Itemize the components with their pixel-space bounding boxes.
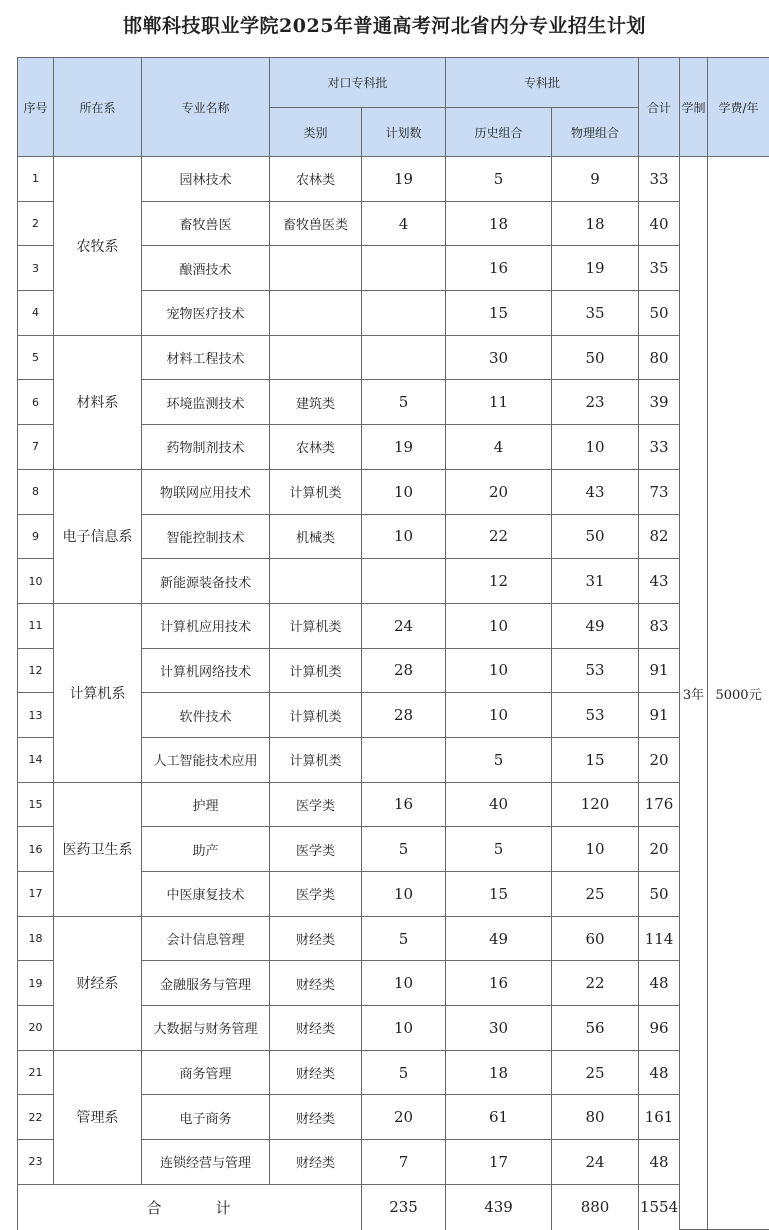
row-index: 20 — [18, 1006, 54, 1051]
major-name: 电子商务 — [142, 1095, 270, 1140]
header-index: 序号 — [18, 58, 54, 157]
total-cell: 48 — [639, 1140, 680, 1185]
major-name: 药物制剂技术 — [142, 425, 270, 470]
department-cell: 农牧系 — [54, 157, 142, 336]
history-cell: 5 — [446, 737, 552, 782]
major-name: 金融服务与管理 — [142, 961, 270, 1006]
plan-count-cell: 16 — [362, 782, 446, 827]
physics-cell: 10 — [552, 425, 639, 470]
row-index: 8 — [18, 469, 54, 514]
major-name: 助产 — [142, 827, 270, 872]
major-name: 会计信息管理 — [142, 916, 270, 961]
total-cell: 35 — [639, 246, 680, 291]
physics-cell: 25 — [552, 1050, 639, 1095]
major-name: 连锁经营与管理 — [142, 1140, 270, 1185]
history-cell: 5 — [446, 157, 552, 202]
history-cell: 17 — [446, 1140, 552, 1185]
physics-cell: 50 — [552, 335, 639, 380]
summary-physics: 880 — [552, 1184, 639, 1230]
physics-cell: 25 — [552, 872, 639, 917]
plan-count-cell: 10 — [362, 961, 446, 1006]
category-cell: 医学类 — [270, 782, 362, 827]
row-index: 11 — [18, 603, 54, 648]
category-cell — [270, 335, 362, 380]
category-cell: 建筑类 — [270, 380, 362, 425]
physics-cell: 43 — [552, 469, 639, 514]
history-cell: 12 — [446, 559, 552, 604]
physics-cell: 18 — [552, 201, 639, 246]
department-cell: 电子信息系 — [54, 469, 142, 603]
history-cell: 30 — [446, 335, 552, 380]
table-row — [18, 1050, 769, 1095]
total-cell: 50 — [639, 291, 680, 336]
row-index: 21 — [18, 1050, 54, 1095]
row-index: 15 — [18, 782, 54, 827]
summary-history: 439 — [446, 1184, 552, 1230]
plan-count-cell — [362, 559, 446, 604]
history-cell: 61 — [446, 1095, 552, 1140]
physics-cell: 9 — [552, 157, 639, 202]
category-cell: 财经类 — [270, 961, 362, 1006]
row-index: 12 — [18, 648, 54, 693]
row-index: 18 — [18, 916, 54, 961]
history-cell: 10 — [446, 693, 552, 738]
table-body — [18, 157, 769, 1230]
category-cell: 农林类 — [270, 425, 362, 470]
total-cell: 73 — [639, 469, 680, 514]
category-cell: 计算机类 — [270, 648, 362, 693]
total-cell: 80 — [639, 335, 680, 380]
row-index: 4 — [18, 291, 54, 336]
category-cell: 医学类 — [270, 827, 362, 872]
department-cell: 财经系 — [54, 916, 142, 1050]
total-cell: 39 — [639, 380, 680, 425]
table-row — [18, 157, 769, 202]
physics-cell: 23 — [552, 380, 639, 425]
row-index: 5 — [18, 335, 54, 380]
history-cell: 18 — [446, 201, 552, 246]
history-cell: 11 — [446, 380, 552, 425]
row-index: 16 — [18, 827, 54, 872]
physics-cell: 24 — [552, 1140, 639, 1185]
total-cell: 20 — [639, 827, 680, 872]
plan-count-cell: 10 — [362, 469, 446, 514]
plan-count-cell: 10 — [362, 514, 446, 559]
header-group-specialty: 专科批 — [446, 58, 639, 108]
plan-count-cell: 5 — [362, 916, 446, 961]
header-plan-count: 计划数 — [362, 108, 446, 157]
physics-cell: 50 — [552, 514, 639, 559]
category-cell: 农林类 — [270, 157, 362, 202]
row-index: 23 — [18, 1140, 54, 1185]
major-name: 软件技术 — [142, 693, 270, 738]
header-total: 合计 — [639, 58, 680, 157]
row-index: 9 — [18, 514, 54, 559]
major-name: 计算机网络技术 — [142, 648, 270, 693]
major-name: 酿酒技术 — [142, 246, 270, 291]
category-cell: 财经类 — [270, 1140, 362, 1185]
total-cell: 161 — [639, 1095, 680, 1140]
table-row — [18, 782, 769, 827]
table-row — [18, 916, 769, 961]
history-cell: 5 — [446, 827, 552, 872]
summary-label — [18, 1184, 362, 1230]
row-index: 19 — [18, 961, 54, 1006]
plan-count-cell: 10 — [362, 1006, 446, 1051]
history-cell: 30 — [446, 1006, 552, 1051]
physics-cell: 31 — [552, 559, 639, 604]
total-cell: 96 — [639, 1006, 680, 1051]
major-name: 大数据与财务管理 — [142, 1006, 270, 1051]
major-name: 护理 — [142, 782, 270, 827]
plan-count-cell: 4 — [362, 201, 446, 246]
major-name: 人工智能技术应用 — [142, 737, 270, 782]
plan-count-cell: 20 — [362, 1095, 446, 1140]
table-row — [18, 335, 769, 380]
major-name: 商务管理 — [142, 1050, 270, 1095]
total-cell: 33 — [639, 157, 680, 202]
row-index: 10 — [18, 559, 54, 604]
total-cell: 83 — [639, 603, 680, 648]
physics-cell: 15 — [552, 737, 639, 782]
enrollment-table — [17, 57, 769, 1230]
category-cell — [270, 291, 362, 336]
summary-row — [18, 1184, 769, 1230]
summary-label-a: 合 — [146, 1199, 163, 1217]
total-cell: 40 — [639, 201, 680, 246]
physics-cell: 10 — [552, 827, 639, 872]
total-cell: 91 — [639, 648, 680, 693]
plan-count-cell — [362, 291, 446, 336]
major-name: 材料工程技术 — [142, 335, 270, 380]
history-cell: 4 — [446, 425, 552, 470]
category-cell: 财经类 — [270, 1050, 362, 1095]
history-cell: 15 — [446, 872, 552, 917]
history-cell: 15 — [446, 291, 552, 336]
physics-cell: 35 — [552, 291, 639, 336]
category-cell — [270, 559, 362, 604]
summary-label-b: 计 — [216, 1199, 233, 1217]
header-physics: 物理组合 — [552, 108, 639, 157]
physics-cell: 19 — [552, 246, 639, 291]
row-index: 7 — [18, 425, 54, 470]
major-name: 园林技术 — [142, 157, 270, 202]
header-tuition: 学费/年 — [708, 58, 769, 157]
physics-cell: 53 — [552, 693, 639, 738]
physics-cell: 60 — [552, 916, 639, 961]
history-cell: 49 — [446, 916, 552, 961]
major-name: 物联网应用技术 — [142, 469, 270, 514]
history-cell: 16 — [446, 246, 552, 291]
total-cell: 82 — [639, 514, 680, 559]
total-cell: 43 — [639, 559, 680, 604]
row-index: 6 — [18, 380, 54, 425]
table-row — [18, 469, 769, 514]
plan-count-cell: 24 — [362, 603, 446, 648]
category-cell: 畜牧兽医类 — [270, 201, 362, 246]
history-cell: 16 — [446, 961, 552, 1006]
major-name: 畜牧兽医 — [142, 201, 270, 246]
row-index: 14 — [18, 737, 54, 782]
plan-count-cell — [362, 335, 446, 380]
physics-cell: 56 — [552, 1006, 639, 1051]
plan-count-cell: 19 — [362, 157, 446, 202]
category-cell: 机械类 — [270, 514, 362, 559]
physics-cell: 53 — [552, 648, 639, 693]
plan-count-cell: 19 — [362, 425, 446, 470]
row-index: 1 — [18, 157, 54, 202]
plan-count-cell: 5 — [362, 380, 446, 425]
department-cell: 计算机系 — [54, 603, 142, 782]
category-cell: 财经类 — [270, 1095, 362, 1140]
major-name: 智能控制技术 — [142, 514, 270, 559]
summary-plan: 235 — [362, 1184, 446, 1230]
history-cell: 20 — [446, 469, 552, 514]
total-cell: 176 — [639, 782, 680, 827]
row-index: 3 — [18, 246, 54, 291]
history-cell: 22 — [446, 514, 552, 559]
plan-count-cell — [362, 737, 446, 782]
total-cell: 48 — [639, 961, 680, 1006]
header-category: 类别 — [270, 108, 362, 157]
header-history: 历史组合 — [446, 108, 552, 157]
history-cell: 18 — [446, 1050, 552, 1095]
total-cell: 91 — [639, 693, 680, 738]
header-duration: 学制 — [680, 58, 708, 157]
major-name: 中医康复技术 — [142, 872, 270, 917]
department-cell: 材料系 — [54, 335, 142, 469]
category-cell: 计算机类 — [270, 603, 362, 648]
row-index: 17 — [18, 872, 54, 917]
physics-cell: 49 — [552, 603, 639, 648]
plan-count-cell: 5 — [362, 827, 446, 872]
major-name: 计算机应用技术 — [142, 603, 270, 648]
page-title: 邯郸科技职业学院2025年普通高考河北省内分专业招生计划 — [0, 0, 769, 56]
history-cell: 10 — [446, 648, 552, 693]
header-major: 专业名称 — [142, 58, 270, 157]
physics-cell: 80 — [552, 1095, 639, 1140]
row-index: 2 — [18, 201, 54, 246]
history-cell: 40 — [446, 782, 552, 827]
physics-cell: 120 — [552, 782, 639, 827]
plan-count-cell: 5 — [362, 1050, 446, 1095]
summary-total: 1554 — [639, 1184, 680, 1230]
category-cell: 财经类 — [270, 1006, 362, 1051]
table-row — [18, 603, 769, 648]
plan-count-cell — [362, 246, 446, 291]
total-cell: 33 — [639, 425, 680, 470]
major-name: 宠物医疗技术 — [142, 291, 270, 336]
department-cell: 医药卫生系 — [54, 782, 142, 916]
physics-cell: 22 — [552, 961, 639, 1006]
plan-count-cell: 7 — [362, 1140, 446, 1185]
header-department: 所在系 — [54, 58, 142, 157]
plan-count-cell: 28 — [362, 693, 446, 738]
department-cell: 管理系 — [54, 1050, 142, 1184]
total-cell: 48 — [639, 1050, 680, 1095]
major-name: 环境监测技术 — [142, 380, 270, 425]
total-cell: 114 — [639, 916, 680, 961]
plan-count-cell: 10 — [362, 872, 446, 917]
category-cell: 财经类 — [270, 916, 362, 961]
total-cell: 20 — [639, 737, 680, 782]
row-index: 22 — [18, 1095, 54, 1140]
history-cell: 10 — [446, 603, 552, 648]
category-cell: 计算机类 — [270, 693, 362, 738]
row-index: 13 — [18, 693, 54, 738]
total-cell: 50 — [639, 872, 680, 917]
category-cell: 计算机类 — [270, 737, 362, 782]
category-cell: 计算机类 — [270, 469, 362, 514]
major-name: 新能源装备技术 — [142, 559, 270, 604]
category-cell — [270, 246, 362, 291]
tuition-cell: 5000元 — [708, 157, 769, 1230]
duration-cell: 3年 — [680, 157, 708, 1230]
category-cell: 医学类 — [270, 872, 362, 917]
header-group-vocational: 对口专科批 — [270, 58, 446, 108]
plan-count-cell: 28 — [362, 648, 446, 693]
